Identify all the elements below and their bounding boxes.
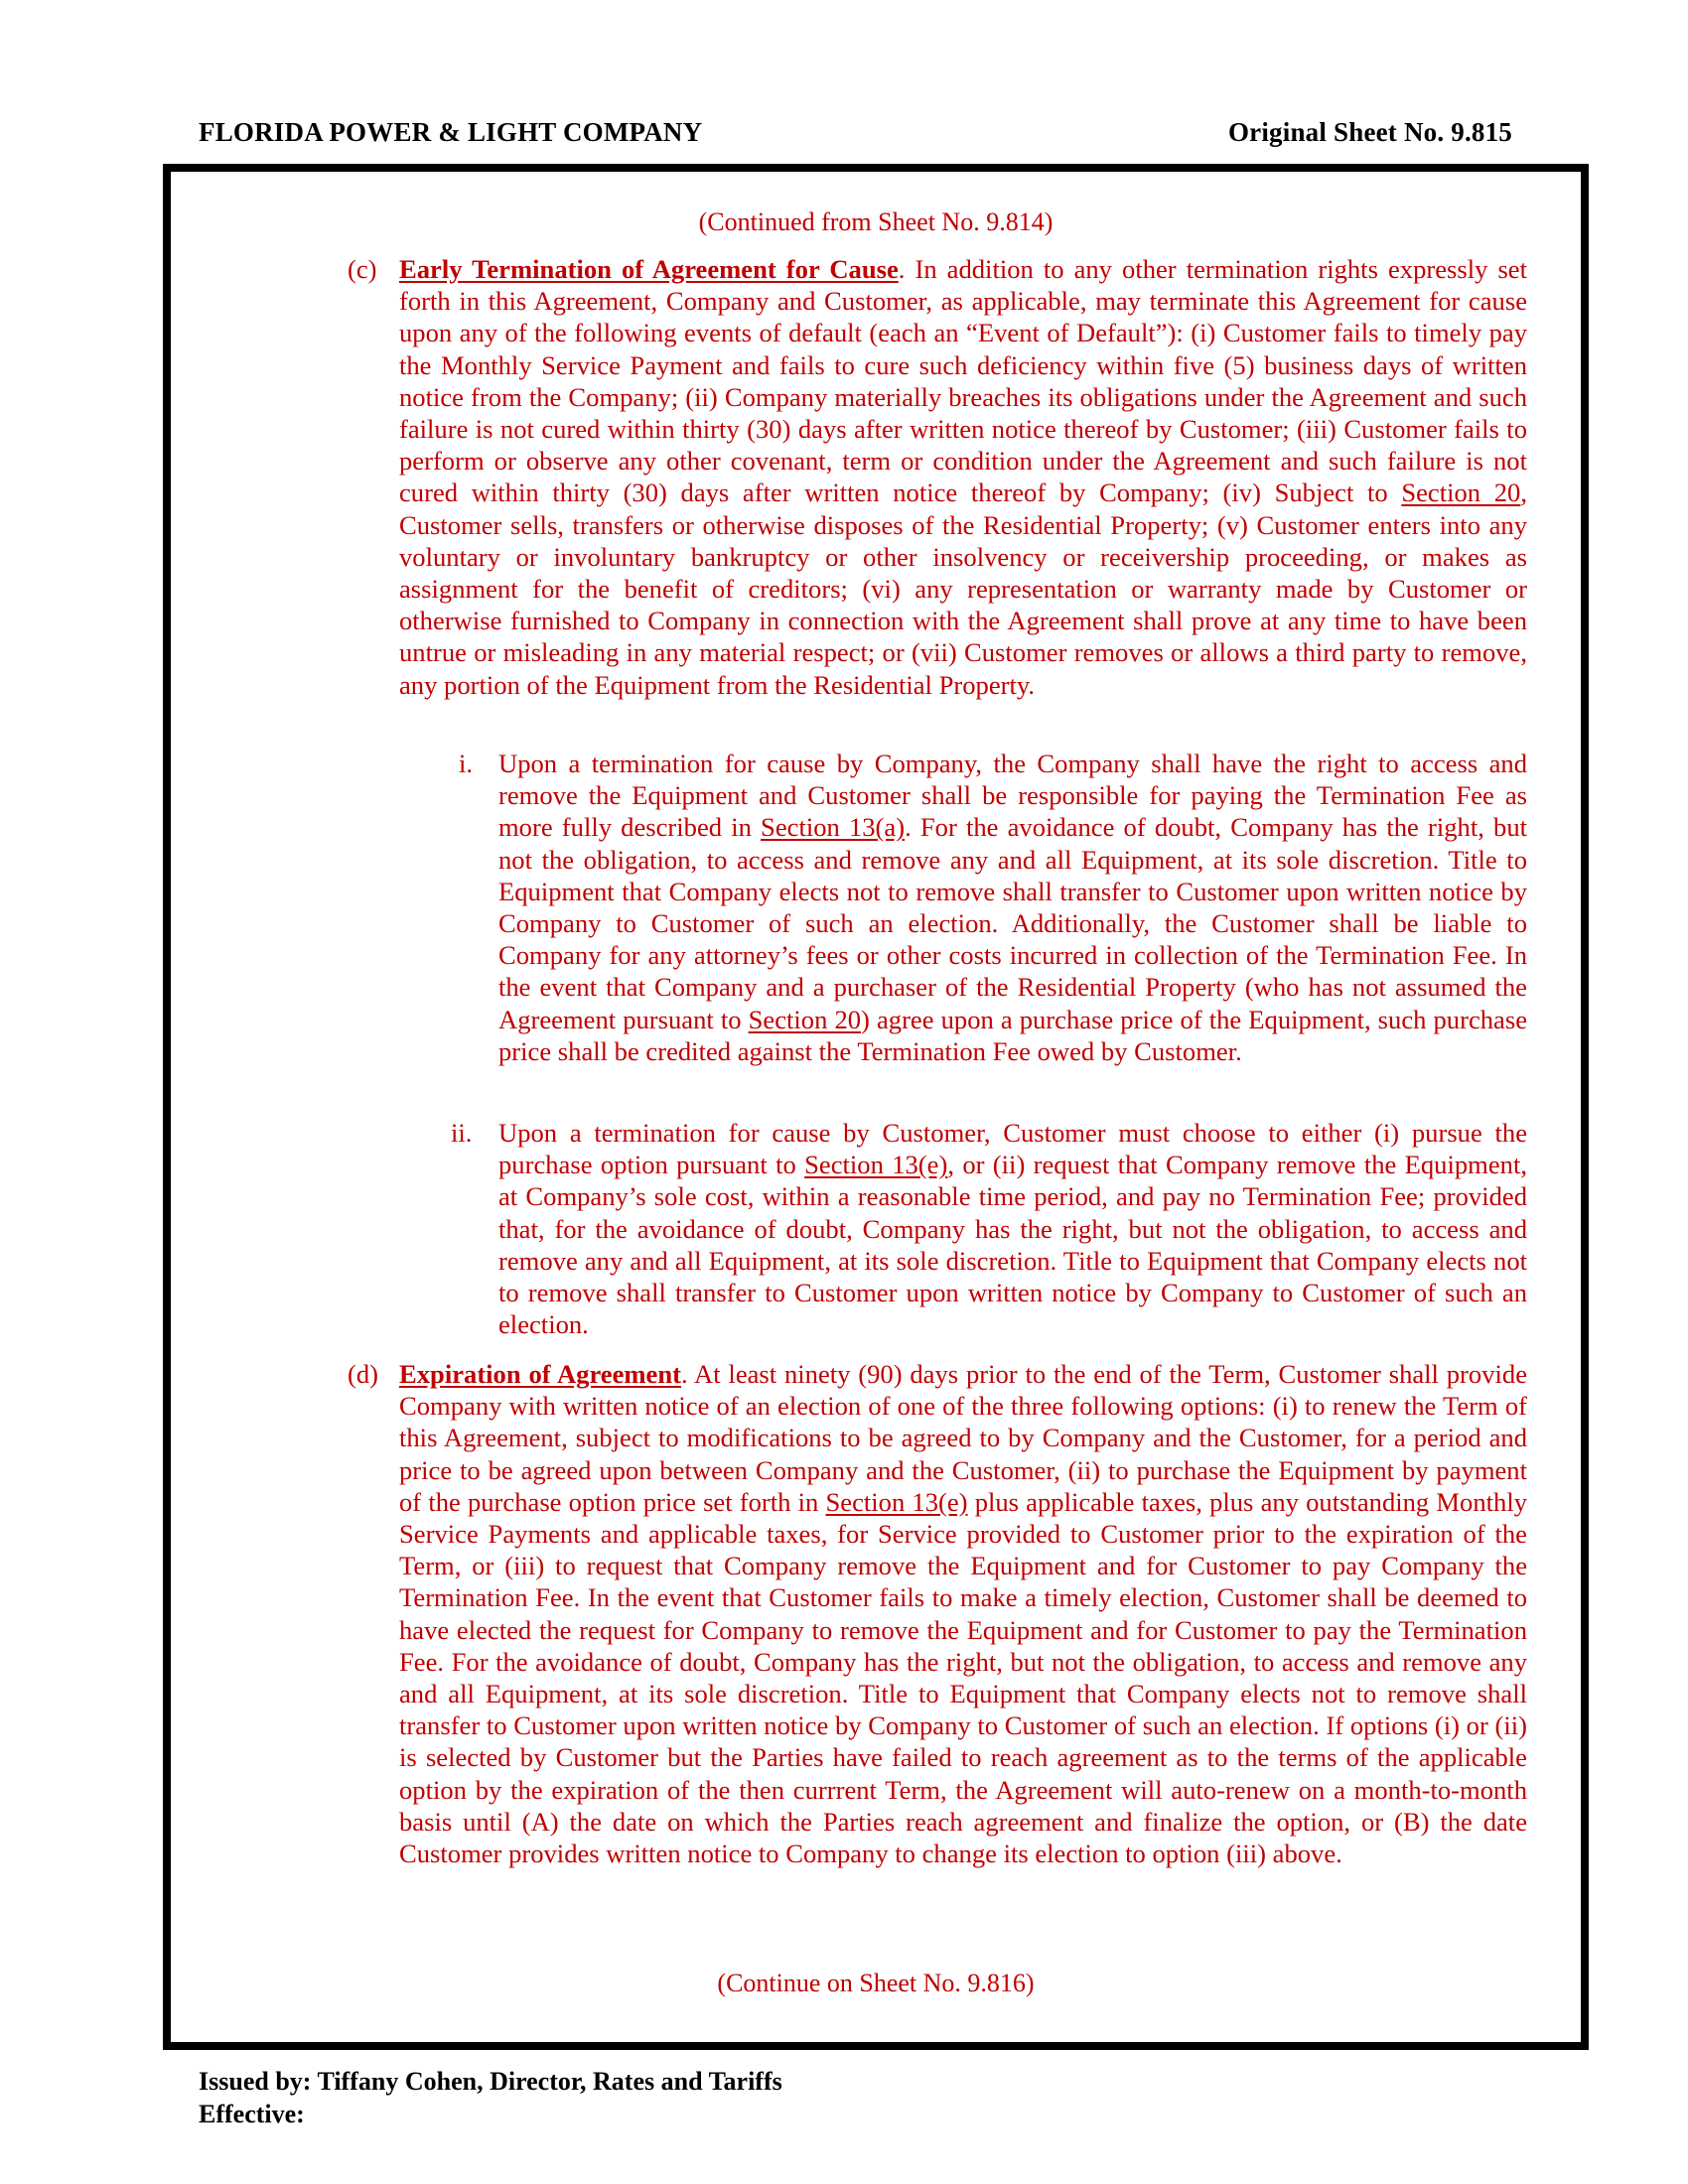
section-d-text-2: plus applicable taxes, plus any outstanding Monthly Service Payments and applicable taxes, for Service provided to Customer prior to the expiration of the Term, or (iii) to request that Company remove the Equipment and for Customer to pay Company the Termination Fee. In the event that Customer fails to make a timely election, Customer shall be deemed to have elected the request for Company to remove the Equipment and for Customer to pay the Termination Fee. For the avoidance of doubt, Company has the right, but not the obligation, to access and remove any and all Equipment, at its sole discretion. Title to Equipment that Company elects not to remove shall transfer to Customer upon written notice by Company to Customer of such an election. If options (i) or (ii) is selected by Customer but the Parties have failed to reach agreement as to the terms of the applicable option by the expiration of the then currrent Term, the Agreement will auto-renew on a month-to-month basis until (A) the date on which the Parties reach agreement and finalize the option, or (B) the date Customer provides written notice to Company to change its election to option (iii) above. [399,1486,1527,1869]
item-i-paragraph [498,748,1527,1067]
effective-date-label: Effective: [199,2100,305,2128]
document-frame [163,164,1589,2050]
continued-from-note: (Continued from Sheet No. 9.814) [698,207,1054,236]
section-c-marker: (c) [348,254,377,284]
issued-by: Issued by: Tiffany Cohen, Director, Rates and Tariffs [199,2067,782,2096]
item-i-text-1: Upon a termination for cause by Company, the Company shall have the right to access and remove the Equipment and Customer shall be responsible for paying the Termination Fee as more fully described in [498,749,1527,843]
section-c-text-2: , Customer sells, transfers or otherwise disposes of the Residential Property; (v) Customer enters into any voluntary or involuntary bankruptcy or other insolvency or receivership proceeding, or makes as assignment for the benefit of creditors; (vi) any representation or warranty made by Customer or otherwise furnished to Company in connection with the Agreement shall prove at any time to have been untrue or misleading in any material respect; or (vii) Customer removes or allows a third party to remove, any portion of the Equipment from the Residential Property. [399,478,1527,700]
item-i-marker: i. [459,749,474,778]
continue-on-note: (Continue on Sheet No. 9.816) [717,1969,1035,1997]
section-20-link[interactable]: Section 20 [748,1004,862,1034]
section-d-title: Expiration of Agreement [399,1359,682,1389]
section-d-marker: (d) [348,1359,379,1389]
item-ii-text-2: , or (ii) request that Company remove the Equipment, at Company’s sole cost, within a reasonable time period, and pay no Termination Fee; provided that, for the avoidance of doubt, Company has the right, but not the obligation, to access and remove any and all Equipment, at its sole discretion. Title to Equipment that Company elects not to remove shall transfer to Customer upon written notice by Company to Customer of such an election. [498,1150,1527,1340]
item-i-text-2: . For the avoidance of doubt, Company has the right, but not the obligation, to access and remove any and all Equipment, at its sole discretion. Title to Equipment that Company elects not to remove shall transfer to Customer upon written notice by Company to Customer of such an election. Additionally, the Customer shall be liable to Company for any attorney’s fees or other costs incurred in collection of the Termination Fee. In the event that Company and a purchaser of the Residential Property (who has not assumed the Agreement pursuant to [498,812,1528,1034]
section-13e-link[interactable]: Section 13(e) [804,1150,948,1180]
company-name: FLORIDA POWER & LIGHT COMPANY [199,117,703,147]
section-20-link[interactable]: Section 20 [1401,478,1521,508]
item-ii-marker: ii. [451,1118,473,1148]
section-c-title: Early Termination of Agreement for Cause [399,254,899,284]
section-c-text-1: . In addition to any other termination rights expressly set forth in this Agreement, Company and Customer, as applicable, may terminate this Agreement for cause upon any of the following events of default (each an “Event of Default”): (i) Customer fails to timely pay the Monthly Service Payment and fails to cure such deficiency within five (5) business days of written notice from the Company; (ii) Company materially breaches its obligations under the Agreement and such failure is not cured within thirty (30) days after written notice thereof by Customer; (iii) Customer fails to perform or observe any other covenant, term or condition under the Agreement and such failure is not cured within thirty (30) days after written notice thereof by Company; (iv) Subject to [399,254,1527,508]
item-ii-paragraph [498,1117,1527,1340]
sheet-number: Original Sheet No. 9.815 [1227,117,1512,147]
item-i-text-3: ) agree upon a purchase price of the Equipment, such purchase price shall be credited against the Termination Fee owed by Customer. [498,1004,1528,1066]
section-d-text-1: . At least ninety (90) days prior to the end of the Term, Customer shall provide Company with written notice of an election of one of the three following options: (i) to renew the Term of this Agreement, subject to modifications to be agreed to by Company and the Customer, for a period and price to be agreed upon between Company and the Customer, (ii) to purchase the Equipment by payment of the purchase option price set forth in [399,1359,1527,1517]
section-13a-link[interactable]: Section 13(a) [761,812,906,843]
section-c-paragraph [399,253,1527,701]
section-d-paragraph [399,1358,1527,1869]
item-ii-text-1: Upon a termination for cause by Customer, Customer must choose to either (i) pursue the purchase option pursuant to [498,1118,1527,1180]
section-13e-link[interactable]: Section 13(e) [825,1486,968,1517]
